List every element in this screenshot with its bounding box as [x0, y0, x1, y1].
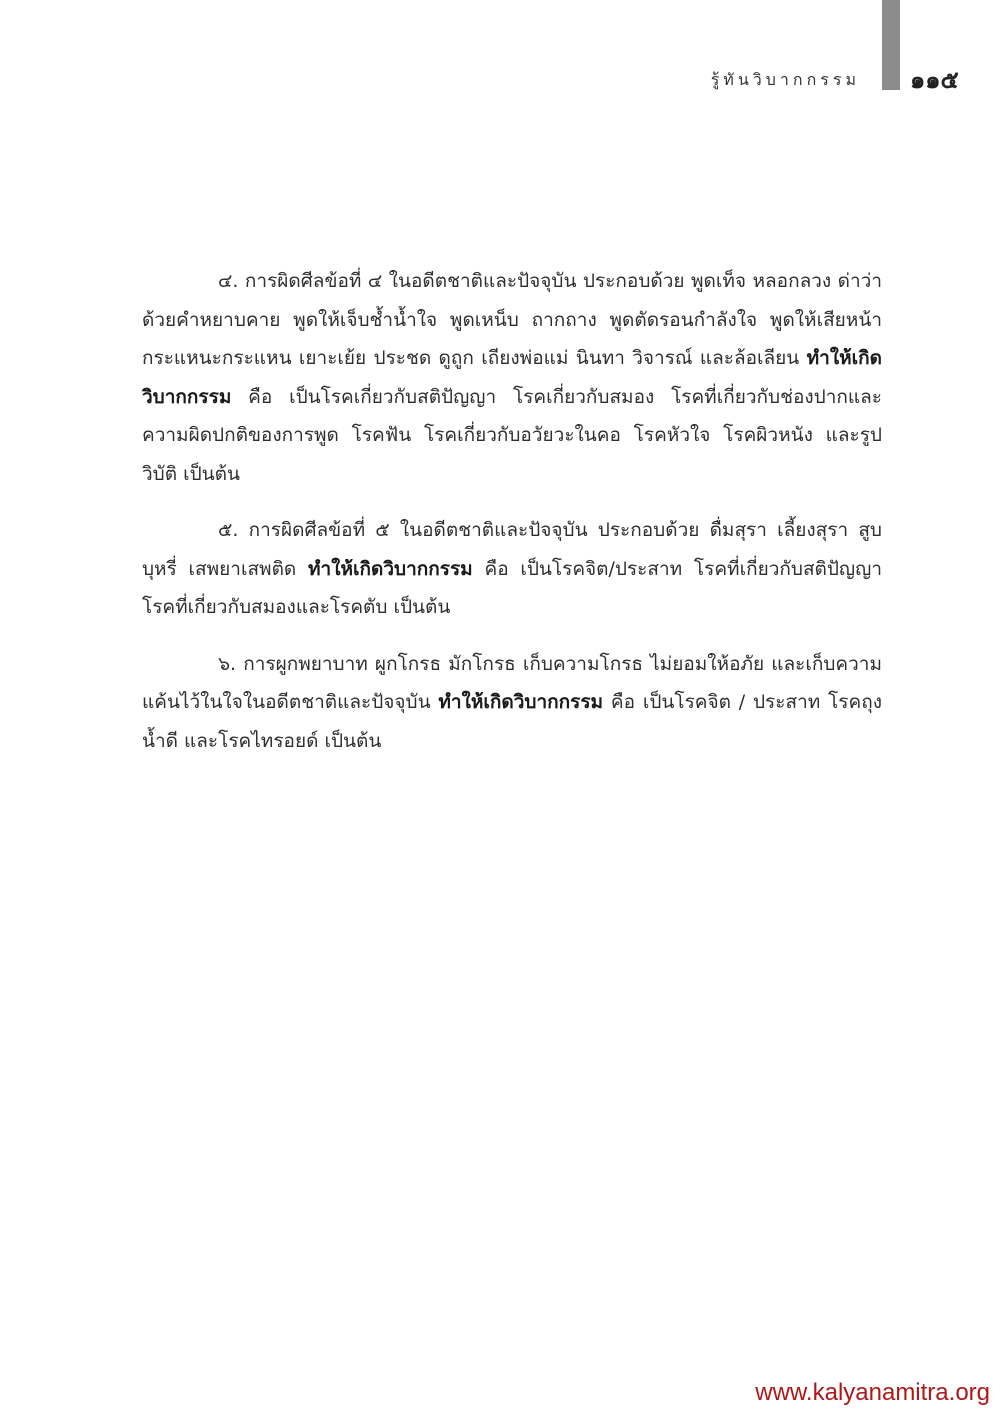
paragraph-precept-5 [142, 511, 882, 627]
body-text [142, 262, 882, 778]
paragraph-text: ๕. การผิดศีลข้อที่ ๕ ในอดีตชาติและปัจจุบัน ประกอบด้วย ดื่มสุรา เลี้ยงสุรา สูบบุหรี่ เสพยาเสพติด [142, 519, 882, 580]
paragraph-text: คือ เป็นโรคเกี่ยวกับสติปัญญา โรคเกี่ยวกับสมอง โรคที่เกี่ยวกับช่องปากและความผิดปกติของการพูด โรคฟัน โรคเกี่ยวกับอวัยวะในคอ โรคหัวใจ โรคผิวหนัง และรูปวิบัติ เป็นต้น [142, 385, 882, 485]
footer-website-url: www.kalyanamitra.org [755, 1379, 990, 1406]
page-number: ๑๑๕ [910, 66, 959, 94]
paragraph-text: ๔. การผิดศีลข้อที่ ๔ ในอดีตชาติและปัจจุบัน ประกอบด้วย พูดเท็จ หลอกลวง ด่าว่าด้วยคำหยาบคาย พูดให้เจ็บช้ำน้ำใจ พูดเหน็บ ถากถาง พูดตัดรอนกำลังใจ พูดให้เสียหน้า กระแหนะกระแหน เยาะเย้ย ประชด ดูถูก เถียงพ่อแม่ นินทา วิจารณ์ และล้อเลียน [142, 270, 882, 369]
paragraph-text: คือ เป็นโรคจิต/ประสาท โรคที่เกี่ยวกับสติปัญญา โรคที่เกี่ยวกับสมองและโรคตับ เป็นต้น [142, 557, 882, 618]
emphasis-text: ทำให้เกิดวิบากกรรม [438, 691, 604, 713]
running-header-title: รู้ทันวิบากกรรม [710, 70, 860, 89]
emphasis-text: ทำให้เกิดวิบากกรรม [142, 347, 882, 408]
paragraph-vengeance [142, 645, 882, 761]
paragraph-text: ๖. การผูกพยาบาท ผูกโกรธ มักโกรธ เก็บความโกรธ ไม่ยอมให้อภัย และเก็บความแค้นไว้ในใจในอดีตชาติและปัจจุบัน [142, 652, 882, 713]
paragraph-precept-4 [142, 262, 882, 493]
paragraph-text: คือ เป็นโรคจิต / ประสาท โรคถุงน้ำดี และโรคไทรอยด์ เป็นต้น [142, 691, 882, 752]
header-vertical-bar [882, 0, 900, 90]
emphasis-text: ทำให้เกิดวิบากกรรม [308, 557, 473, 580]
